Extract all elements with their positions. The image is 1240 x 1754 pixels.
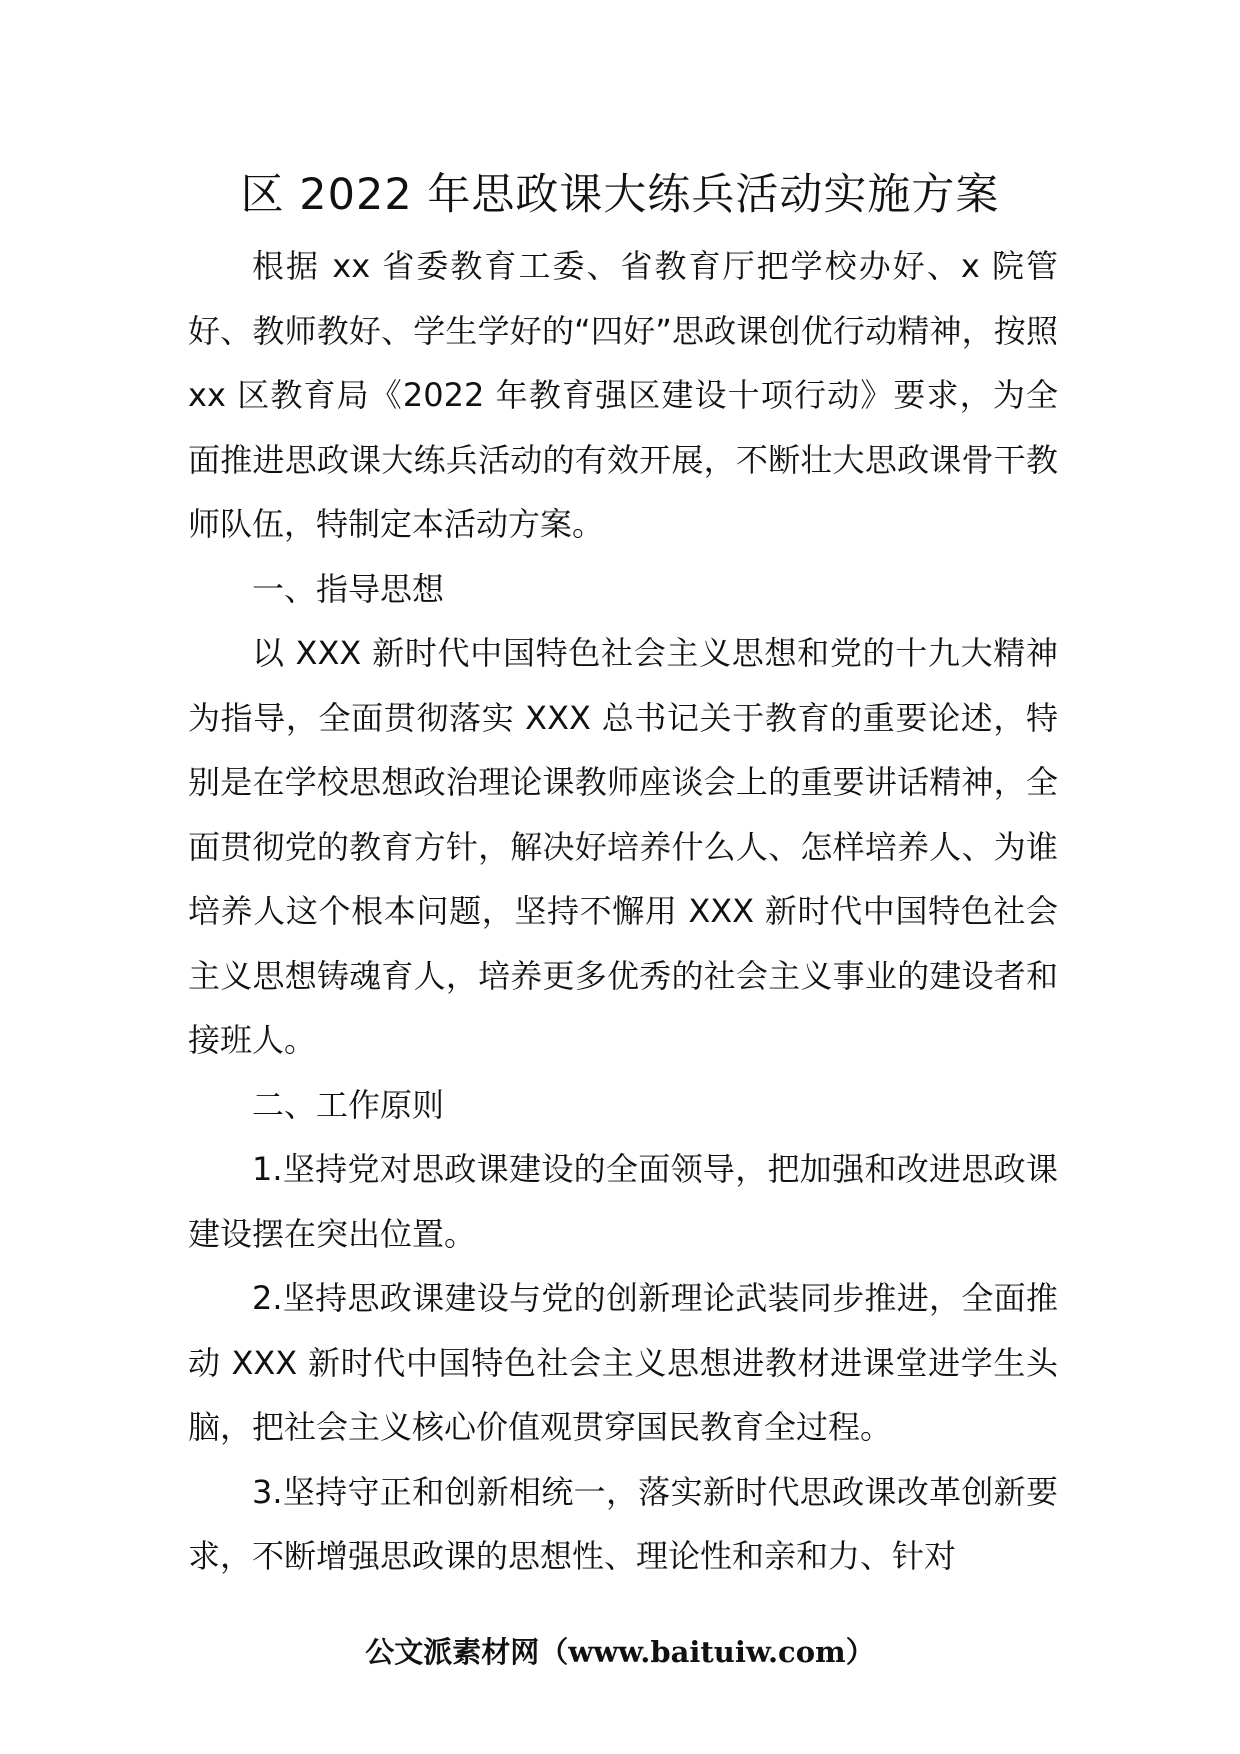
section-heading-guiding-ideology: 一、指导思想 — [252, 569, 445, 608]
paragraph-principle-1: 1.坚持党对思政课建设的全面领导，把加强和改进思政课建设摆在突出位置。 — [188, 1150, 1058, 1253]
section-heading-work-principles: 二、工作原则 — [252, 1085, 445, 1124]
document-title: 区 2022 年思政课大练兵活动实施方案 — [240, 170, 1000, 220]
paragraph-principle-2: 2.坚持思政课建设与党的创新理论武装同步推进，全面推动 XXX 新时代中国特色社会主义思想进教材进课堂进学生头脑，把社会主义核心价值观贯穿国民教育全过程。 — [188, 1279, 1058, 1446]
source-footer: 公文派素材网（www.baituiw.com） — [365, 1635, 875, 1669]
paragraph-intro: 根据 xx 省委教育工委、省教育厅把学校办好、x 院管好、教师教好、学生学好的“四好”思政课创优行动精神，按照 xx 区教育局《2022 年教育强区建设十项行动》要求，为全面推进思政课大练兵活动的有效开展，不断壮大思政课骨干教师队伍，特制定本活动方案。 — [188, 247, 1058, 543]
paragraph-principle-3: 3.坚持守正和创新相统一，落实新时代思政课改革创新要求，不断增强思政课的思想性、理论性和亲和力、针对 — [188, 1472, 1058, 1575]
paragraph-guiding-ideology: 以 XXX 新时代中国特色社会主义思想和党的十九大精神为指导，全面贯彻落实 XXX 总书记关于教育的重要论述，特别是在学校思想政治理论课教师座谈会上的重要讲话精神，全面贯彻党的教育方针，解决好培养什么人、怎样培养人、为谁培养人这个根本问题，坚持不懈用 XXX 新时代中国特色社会主义思想铸魂育人，培养更多优秀的社会主义事业的建设者和接班人。 — [188, 634, 1058, 1059]
document-body — [188, 234, 1058, 1589]
